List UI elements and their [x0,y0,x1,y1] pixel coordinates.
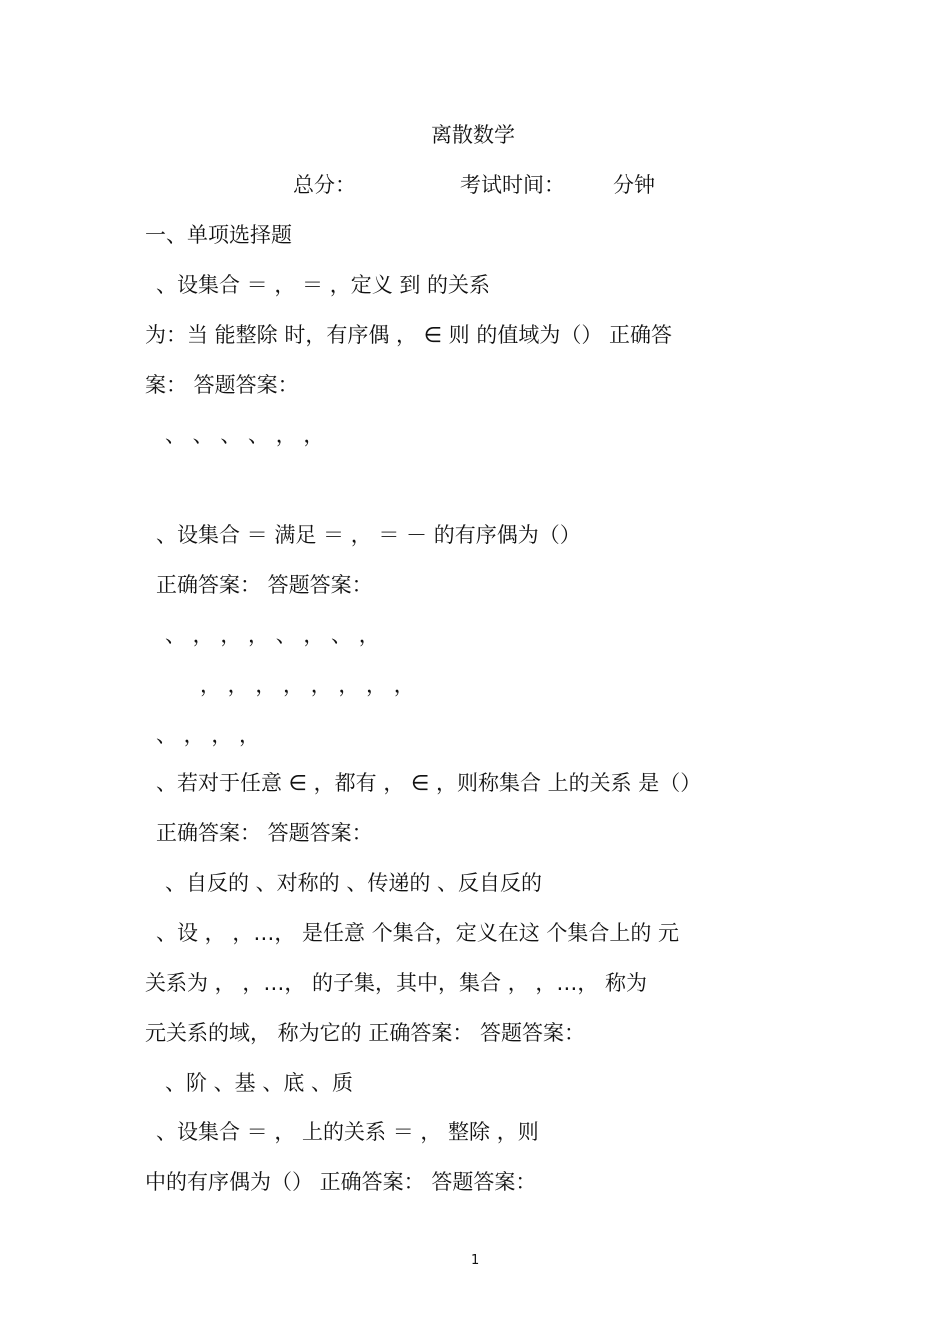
q4-stem-line-2 [0,968,950,998]
q1-stem-2: 为：当 能整除 时，有序偶 ， ∈ 则 的值域为（） 正确答 [145,323,673,347]
q1-stem-1: 、设集合 ＝ ， ＝ ，定义 到 的关系 [156,273,491,297]
footer-line [0,1246,950,1276]
q5-stem-1: 、设集合 ＝ ， 上的关系 ＝ ， 整除 ，则 [156,1120,539,1144]
q1-stem-line-2 [0,320,950,350]
q5-stem-line-2 [0,1167,950,1197]
q4-stem-3: 元关系的域， 称为它的 正确答案： 答题答案： [145,1021,586,1045]
q1-options: 、 、 、 、 ， ， [165,423,325,447]
page-number: 1 [471,1253,480,1268]
q3-stem-line-2 [0,818,950,848]
q4-stem-1: 、设 ， ，…， 是任意 个集合，定义在这 个集合上的 元 [156,921,680,945]
title-line [0,120,950,150]
q4-stem-2: 关系为 ， ，…， 的子集，其中，集合 ， ，…， 称为 [145,971,648,995]
q5-stem-line-1 [0,1117,950,1147]
q2-options-line-3 [0,720,950,750]
q2-options-line-2 [0,670,950,700]
score-time-line [0,170,950,200]
q2-stem-line-2 [0,570,950,600]
total-score-label: 总分： [293,173,356,197]
minutes-label: 分钟 [613,173,655,197]
q1-stem-3: 案： 答题答案： [145,373,299,397]
doc-title: 离散数学 [431,123,515,147]
q1-stem-line-1 [0,270,950,300]
section-heading: 一、单项选择题 [145,223,292,247]
section-line [0,220,950,250]
q3-stem-line-1 [0,768,950,798]
q2-stem-1: 、设集合 ＝ 满足 ＝ ， ＝ － 的有序偶为（） [156,523,581,547]
q4-stem-line-3 [0,1018,950,1048]
q2-options-2: ， ， ， ， ， ， ， ， [200,673,415,697]
q2-options-line-1 [0,620,950,650]
q4-options-line [0,1068,950,1098]
q3-options-line [0,868,950,898]
q2-stem-line-1 [0,520,950,550]
q5-stem-2: 中的有序偶为（） 正确答案： 答题答案： [145,1170,537,1194]
q2-options-1: 、 ， ， ， 、 ， 、 ， [165,623,380,647]
q4-options: 、阶 、基 、底 、质 [165,1071,354,1095]
q3-stem-1: 、若对于任意 ∈ ，都有 ， ∈ ，则称集合 上的关系 是（） [156,771,702,795]
q3-stem-2: 正确答案： 答题答案： [156,821,373,845]
exam-time-label: 考试时间： [460,173,565,197]
q4-stem-line-1 [0,918,950,948]
q2-stem-2: 正确答案： 答题答案： [156,573,373,597]
q2-options-3: 、 ， ， ， [156,723,261,747]
q3-options: 、自反的 、对称的 、传递的 、反自反的 [165,871,543,895]
q1-stem-line-3 [0,370,950,400]
q1-options-line [0,420,950,450]
